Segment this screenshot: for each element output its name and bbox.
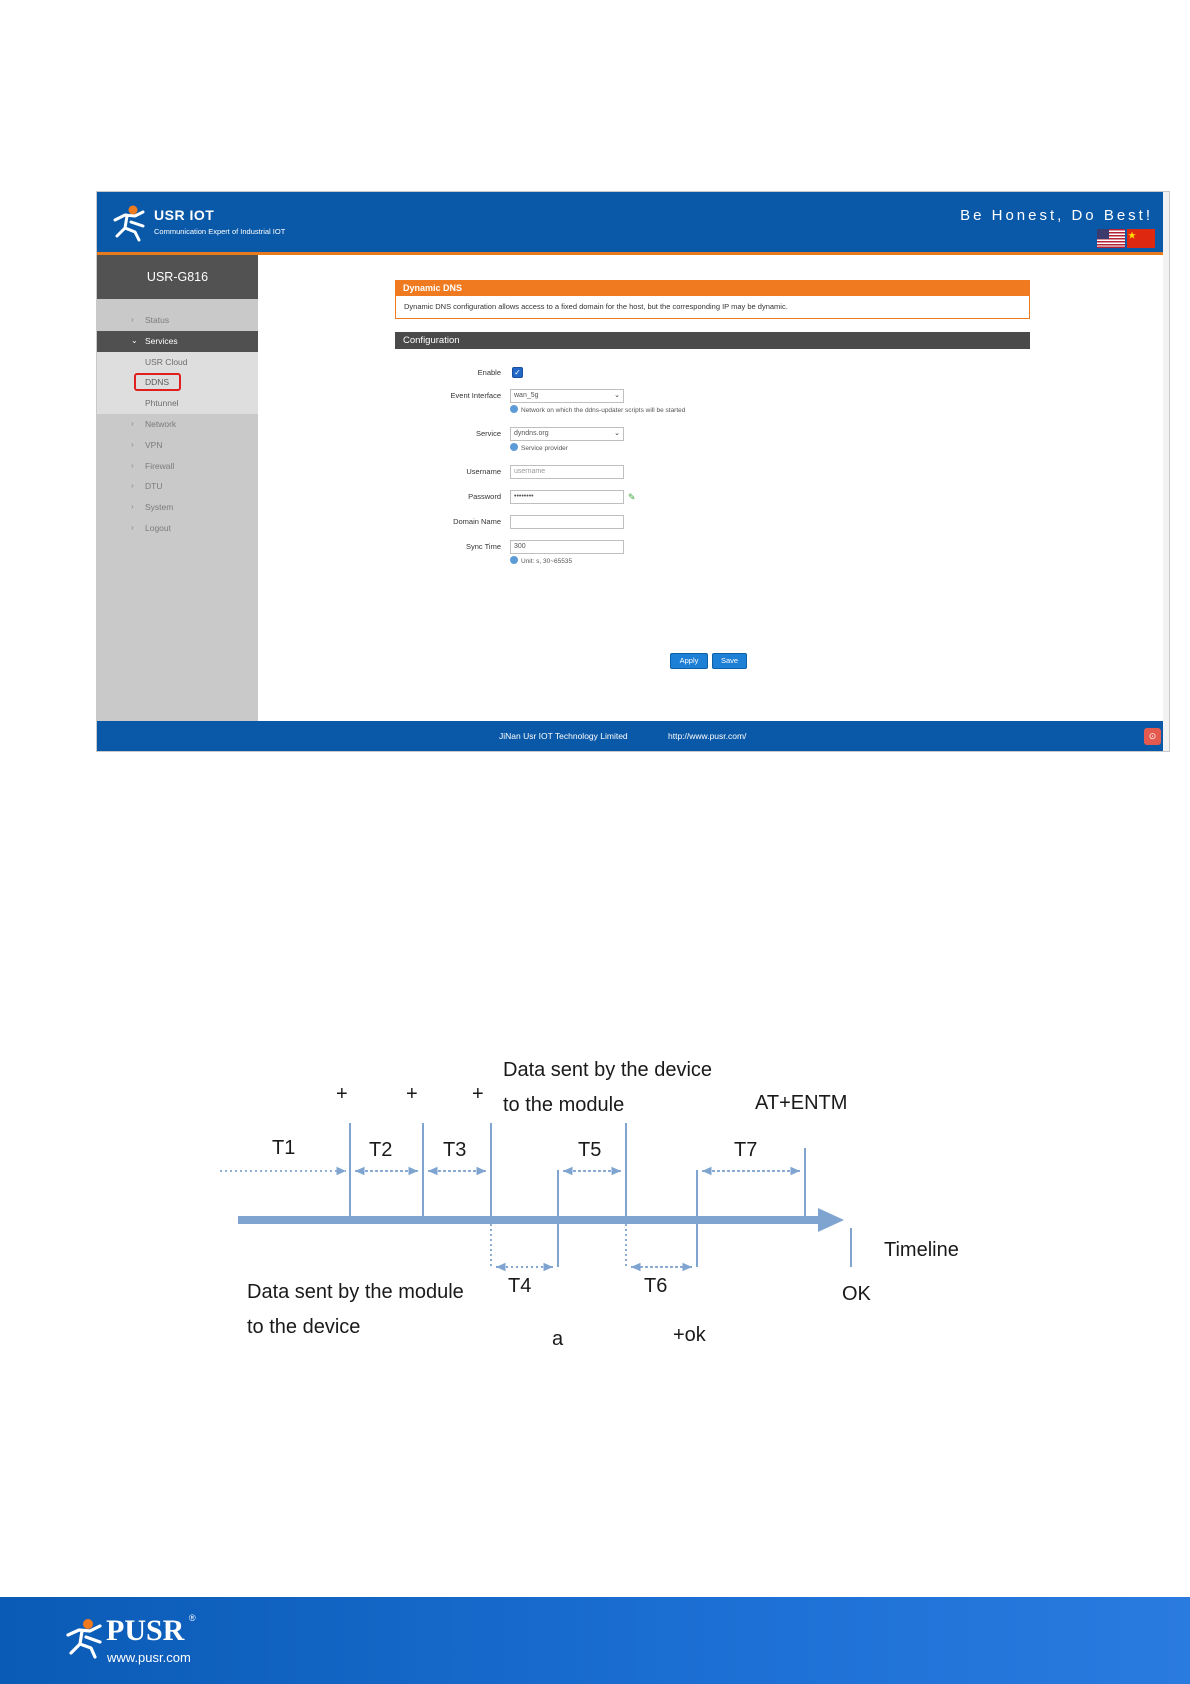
scrollbar[interactable] (1163, 192, 1169, 751)
chevron-right-icon: › (131, 439, 134, 449)
sidebar-item-status[interactable] (97, 310, 258, 331)
save-button[interactable]: Save (712, 653, 747, 669)
services-submenu (97, 352, 258, 414)
pusr-logo-icon (62, 1615, 106, 1659)
interval-t1: T1 (272, 1137, 296, 1159)
domain-input[interactable] (510, 515, 624, 529)
sidebar-item-label: Services (145, 335, 178, 346)
info-icon (510, 443, 518, 451)
sidebar-subitem-ddns[interactable] (97, 372, 258, 393)
sidebar-item-vpn[interactable] (97, 435, 258, 456)
chevron-down-icon: ⌄ (614, 430, 620, 437)
service-hint (510, 443, 568, 452)
hint-text: Unit: s, 30~65535 (521, 558, 573, 565)
sidebar-menu (97, 310, 258, 539)
username-label: Username (466, 467, 501, 476)
service-select[interactable] (510, 427, 624, 441)
sidebar-item-services[interactable] (97, 331, 258, 352)
a-label: a (552, 1328, 564, 1350)
sidebar-item-dtu[interactable] (97, 476, 258, 497)
device-to-module-label-line1: Data sent by the device (503, 1059, 713, 1081)
service-value: dyndns.org (514, 430, 549, 437)
sidebar-item-label: Network (145, 418, 177, 429)
device-to-module-label-line2: to the module (503, 1094, 625, 1116)
chinese-flag-icon[interactable] (1127, 229, 1155, 248)
service-row (395, 427, 1030, 452)
timeline-axis (238, 1208, 844, 1232)
sidebar-item-label: System (145, 502, 174, 513)
sidebar-subitem-label: DDNS (134, 373, 181, 391)
info-icon (510, 405, 518, 413)
footer-brand-name: PUSR (106, 1614, 185, 1647)
sidebar-subitem-usr-cloud[interactable]: USR Cloud (145, 356, 188, 367)
info-icon (510, 556, 518, 564)
sidebar-item-label: Status (145, 315, 170, 325)
ddns-section-title: Dynamic DNS (395, 280, 1030, 296)
plus-mark-1: + (336, 1083, 348, 1105)
apply-button[interactable]: Apply (670, 653, 708, 669)
brand-name: USR IOT (154, 207, 215, 223)
sidebar-item-logout[interactable] (97, 518, 258, 539)
enable-label: Enable (477, 368, 501, 377)
module-to-device-label-line2: to the device (247, 1316, 361, 1338)
main-content (258, 255, 1169, 723)
ddns-panel (395, 280, 1030, 665)
power-icon[interactable]: ⊙ (1144, 728, 1161, 745)
plus-ok-label: +ok (673, 1324, 706, 1346)
slogan: Be Honest, Do Best! (960, 207, 1153, 224)
password-input[interactable]: •••••••• (510, 490, 624, 504)
page-footer (0, 1597, 1190, 1684)
interval-t7: T7 (734, 1139, 758, 1161)
sidebar-item-label: VPN (145, 439, 163, 450)
hint-text: Service provider (521, 445, 568, 452)
footer-website[interactable]: www.pusr.com (107, 1650, 191, 1665)
domain-label: Domain Name (453, 517, 501, 526)
sync-time-row (395, 540, 1030, 565)
interval-t2: T2 (369, 1139, 393, 1161)
at-entm-label: AT+ENTM (755, 1092, 848, 1114)
enable-row (395, 366, 1030, 381)
sidebar-item-label: Logout (145, 522, 171, 533)
password-row (395, 490, 1030, 505)
event-interface-value: wan_5g (514, 392, 539, 399)
event-interface-select[interactable] (510, 389, 624, 403)
interval-t4: T4 (508, 1275, 532, 1297)
username-input[interactable]: username (510, 465, 624, 479)
username-row (395, 465, 1030, 480)
sidebar-item-firewall[interactable] (97, 456, 258, 477)
router-header (97, 192, 1169, 255)
sync-time-hint (510, 556, 572, 565)
service-label: Service (475, 429, 501, 438)
timeline-axis-label: Timeline (884, 1239, 959, 1261)
router-footer (97, 721, 1169, 751)
sidebar-item-system[interactable] (97, 497, 258, 518)
sidebar-subitem-phtunnel[interactable]: Phtunnel (145, 398, 179, 409)
brand-subtitle: Communication Expert of Industrial IOT (154, 227, 286, 236)
chevron-right-icon: › (131, 522, 134, 532)
chevron-right-icon: › (131, 481, 134, 491)
chevron-right-icon: › (131, 502, 134, 512)
interval-t5: T5 (578, 1139, 602, 1161)
password-label: Password (468, 492, 501, 501)
footer-url-link[interactable]: http://www.pusr.com/ (668, 731, 747, 741)
chevron-right-icon: › (131, 315, 134, 324)
interval-t6: T6 (644, 1275, 668, 1297)
config-section-title: Configuration (395, 332, 1030, 349)
event-interface-label: Event Interface (450, 391, 501, 400)
enable-checkbox[interactable]: ✓ (512, 367, 523, 378)
sidebar-item-label: DTU (145, 481, 163, 492)
interval-t3: T3 (443, 1139, 467, 1161)
sidebar-item-network[interactable] (97, 414, 258, 435)
domain-row (395, 515, 1030, 530)
chevron-right-icon: › (131, 460, 134, 470)
ok-label: OK (842, 1283, 871, 1305)
module-to-device-label-line1: Data sent by the module (247, 1281, 464, 1303)
chevron-right-icon: › (131, 418, 134, 428)
registered-mark: ® (189, 1613, 196, 1623)
footer-company: JiNan Usr IOT Technology Limited (499, 731, 628, 741)
router-web-ui (96, 191, 1170, 752)
event-interface-hint (510, 405, 685, 414)
reveal-password-icon[interactable]: ✎ (628, 492, 636, 502)
plus-mark-3: + (472, 1083, 484, 1105)
hint-text: Network on which the ddns-updater scripts will be started (521, 407, 686, 414)
sidebar (97, 255, 258, 723)
device-model: USR-G816 (97, 255, 258, 299)
chevron-down-icon: ⌄ (131, 335, 138, 345)
plus-mark-2: + (406, 1083, 418, 1105)
sync-time-input[interactable]: 300 (510, 540, 624, 554)
english-flag-icon[interactable] (1097, 229, 1125, 248)
timeline-diagram (220, 1045, 980, 1365)
sidebar-item-label: Firewall (145, 460, 175, 471)
event-interface-row (395, 389, 1030, 414)
ddns-description: Dynamic DNS configuration allows access to a fixed domain for the host, but the corresponding IP may be dynamic. (395, 296, 1030, 319)
sync-time-label: Sync Time (465, 542, 501, 551)
chevron-down-icon: ⌄ (614, 392, 620, 399)
usr-iot-logo-icon (109, 202, 149, 242)
